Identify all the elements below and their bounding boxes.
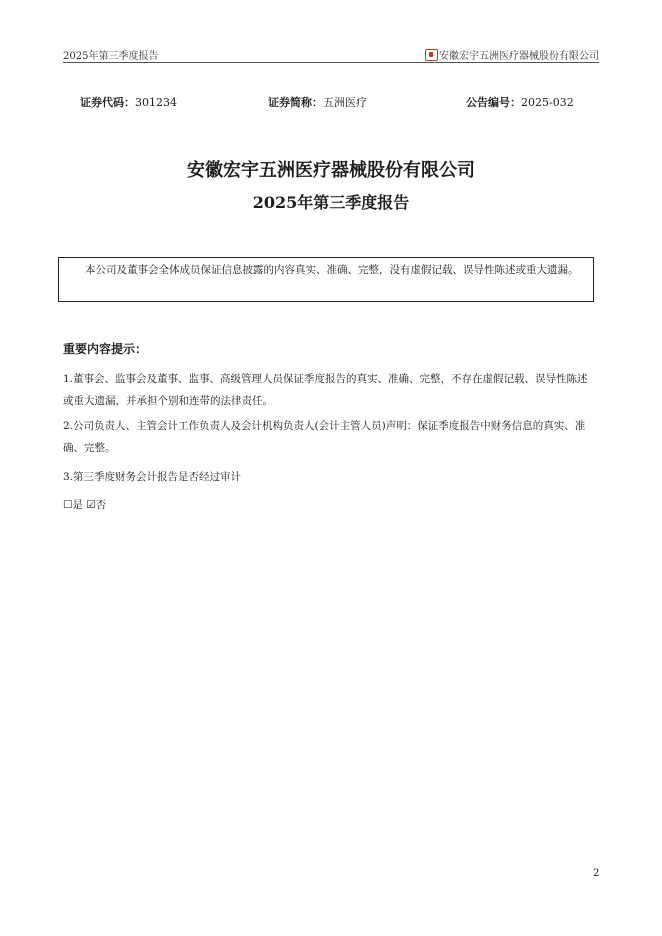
header-company bbox=[425, 47, 599, 62]
audit-no-label: 否 bbox=[95, 499, 107, 511]
important-hints-title: 重要内容提示： bbox=[63, 342, 148, 356]
security-code bbox=[80, 94, 177, 110]
audit-yes-label: 是 bbox=[72, 499, 83, 511]
audit-no-checkbox[interactable]: ☑ bbox=[86, 499, 96, 511]
security-code-value: 301234 bbox=[135, 96, 177, 109]
disclosure-notice-text: 本公司及董事会全体成员保证信息披露的内容真实、准确、完整，没有虚假记载、误导性陈述或重大遗漏。 bbox=[85, 264, 579, 276]
page-header bbox=[63, 46, 599, 63]
hint-item-3: 3.第三季度财务会计报告是否经过审计 bbox=[63, 471, 242, 483]
security-code-label: 证券代码： bbox=[80, 96, 135, 109]
notice-number-label: 公告编号： bbox=[466, 96, 521, 109]
company-title: 安徽宏宇五洲医疗器械股份有限公司 bbox=[187, 160, 475, 181]
header-report-title: 2025年第三季度报告 bbox=[63, 51, 159, 62]
page-number: 2 bbox=[593, 868, 600, 879]
audit-yes-checkbox[interactable]: ☐ bbox=[63, 499, 73, 511]
company-logo-icon bbox=[425, 49, 438, 61]
hint-item-1: 1.董事会、监事会及董事、监事、高级管理人员保证季度报告的真实、准确、完整，不存在虚假记载、误导性陈述或重大遗漏，并承担个别和连带的法律责任。 bbox=[63, 373, 588, 407]
disclosure-notice-box bbox=[58, 257, 594, 302]
notice-number bbox=[466, 94, 574, 110]
hint-item-2: 2.公司负责人、主管会计工作负责人及会计机构负责人(会计主管人员)声明：保证季度报告中财务信息的真实、准确、完整。 bbox=[63, 420, 586, 454]
report-title: 2025年第三季度报告 bbox=[252, 193, 410, 212]
security-short-name bbox=[268, 94, 367, 110]
audit-options bbox=[63, 494, 598, 516]
notice-number-value: 2025-032 bbox=[521, 96, 574, 109]
security-short-name-value: 五洲医疗 bbox=[323, 96, 367, 109]
header-company-name: 安徽宏宇五洲医疗器械股份有限公司 bbox=[439, 51, 599, 62]
security-short-name-label: 证券简称： bbox=[268, 96, 323, 109]
